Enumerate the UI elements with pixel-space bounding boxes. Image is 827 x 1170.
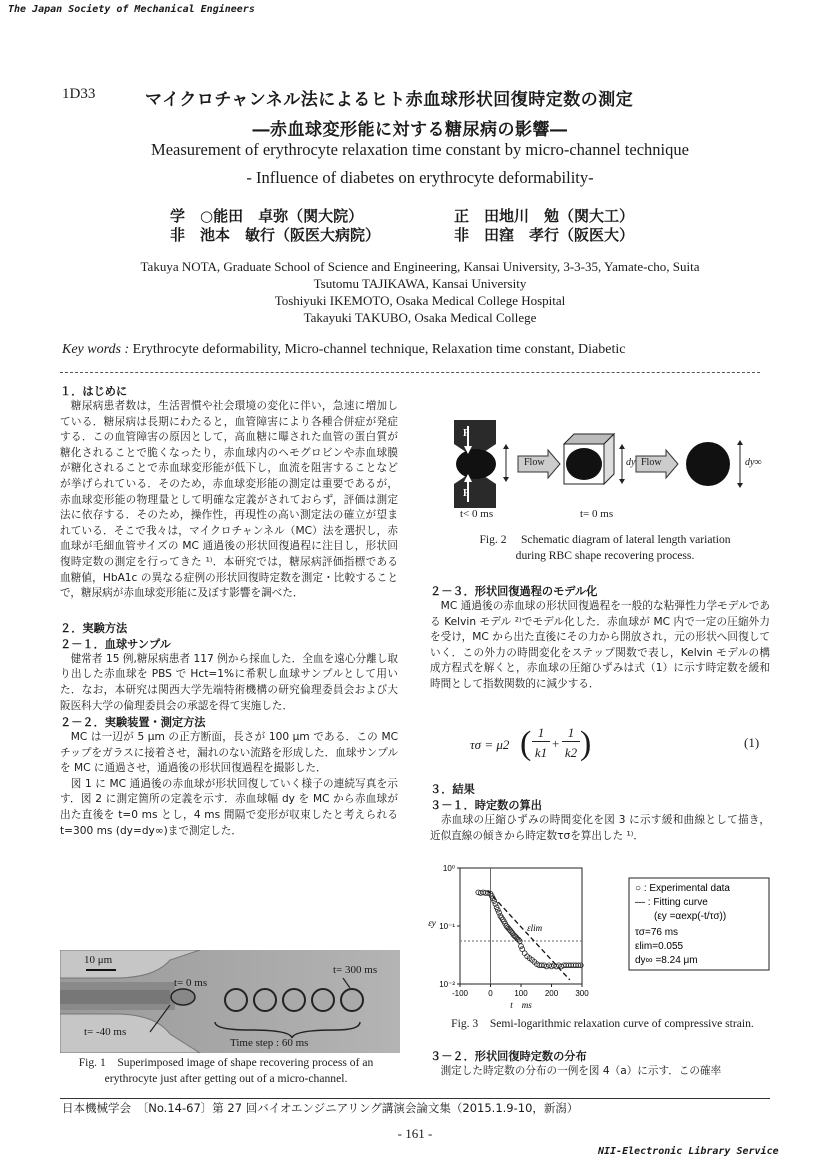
right-column-bottom xyxy=(430,1048,770,1080)
right-column-results xyxy=(430,781,770,844)
keywords-label: Key words : xyxy=(62,342,130,357)
fig2-force-label-bottom: F xyxy=(463,488,470,499)
y-tick-label: 10⁻¹ xyxy=(439,922,455,931)
affiliation-line: Takayuki TAKUBO, Osaka Medical College xyxy=(303,310,537,325)
elim-annotation: εlim xyxy=(527,923,543,934)
legend-entry: ○ : Experimental data xyxy=(635,883,730,894)
service-footer: NII-Electronic Library Service xyxy=(598,1146,779,1157)
section-heading: ３．結果 xyxy=(430,783,475,796)
equation-paren-close: ) xyxy=(580,725,592,762)
fig1-t0-label: t= 0 ms xyxy=(174,977,208,989)
title-en-line1: Measurement of erythrocyte relaxation time constant by micro-channel technique xyxy=(151,140,689,159)
author-role: 学 xyxy=(170,207,186,225)
caption-line: during RBC shape recovering process. xyxy=(515,549,695,562)
section-body: 糖尿病患者数は，生活習慣や社会環境の変化に伴い，急速に増加している．糖尿病は長期にわたると，血管障害により各種合併症が発症する．この血管障害の原因として，高血糖に曝された血管の蛋白質が糖化されることで脆くなったり，赤血球内のヘモグロビンや赤血球膜が糖化されることで赤血球変形能が低下し，血流を阻害することなどが挙げられている．そのため，赤血球変形能の測定は重要であるが，赤血球変形能の物理量として明確な定義がされておらず，評価は測定法に依存する．そのため，操作性，再現性の高い測定法の確立が望まれている．そこで我々は，マイクロチャンネル（MC）法を選択し，赤血球が毛細血管サイズの MC 通過後の形状回復過程に注目し，形状回復時定数の測定を行ってきた ¹⁾．本研究では，糖尿病評価指標である血糖値，HbA1c の異なる症例の形状回復時定数を測定・比較することで，糖尿病が赤血球変形能に及ぼす影響を調べた． xyxy=(60,400,398,600)
fig2-tzero-label: t= 0 ms xyxy=(580,508,614,520)
affiliation-line: Tsutomu TAJIKAWA, Kansai University xyxy=(313,276,527,291)
keywords-text: Erythrocyte deformability, Micro-channel technique, Relaxation time constant, Diabetic xyxy=(132,342,626,357)
author-role: 正 xyxy=(454,207,470,225)
legend-entry: (εy =αexp(-t/τσ)) xyxy=(654,911,727,922)
author-1 xyxy=(170,205,363,226)
section-body: 図 1 に MC 通過後の赤血球が形状回復していく様子の連続写真を示す．図 2 に測定箇所の定義を示す．赤血球幅 dy を MC から赤血球が出た直後を t=0 ms とし，4 ms 間隔で変形が収束したと考えられる t=300 ms (dy=dy∞)まで測定した． xyxy=(60,777,398,837)
x-tick-label: 200 xyxy=(544,989,559,998)
equation-num-2: 1 xyxy=(562,725,580,742)
y-axis-label: εy xyxy=(428,918,436,928)
fig1-step-label: Time step : 60 ms xyxy=(230,1037,309,1049)
equation-paren-open: ( xyxy=(520,725,532,762)
title-jp-line1: マイクロチャンネル法によるヒト赤血球形状回復時定数の測定 xyxy=(145,90,634,110)
title-jp-line2: ―赤血球変形能に対する糖尿病の影響― xyxy=(252,120,568,140)
subsection-heading: ２－１．血球サンプル xyxy=(60,637,171,651)
author-name: 田地川 勉（関大工） xyxy=(484,207,635,225)
x-axis-label: t ms xyxy=(510,1000,532,1010)
subsection-heading: ２－２．実験装置・測定方法 xyxy=(60,716,206,730)
section-body: MC は一辺が 5 μm の正方断面，長さが 100 μm である．この MC チップをガラスに接着させ，漏れのない流路を形成した．血球サンプルを MC に通過させ，通過後の形状回復過程を撮影した． xyxy=(60,731,398,775)
subsection-heading: ３－２．形状回復時定数の分布 xyxy=(430,1050,587,1063)
fig1-tm40-label: t= -40 ms xyxy=(84,1026,127,1038)
fig2-flow-label-2: Flow xyxy=(641,457,662,468)
right-column-top xyxy=(430,583,770,693)
fig2-caption xyxy=(440,532,770,564)
author-name: ○能田 卓弥（関大院） xyxy=(200,207,364,225)
legend-entry: εlim=0.055 xyxy=(635,941,684,952)
section-body: 健常者 15 例,糖尿病患者 117 例から採血した．全血を遠心分離し取り出した赤血球を PBS で Hct=1%に希釈し血球サンプルとして用いた．なお，本研究は関西大学先端特術機構の研究倫理委員会および大阪医科大学の倫理委員会の承認を得て実施した． xyxy=(60,652,398,712)
fig1-micrograph xyxy=(60,950,400,1053)
equation-lhs: τσ = μ2 xyxy=(470,737,510,752)
chart-plot-area xyxy=(428,864,769,1010)
equation-1 xyxy=(470,725,770,769)
equation-num-1: 1 xyxy=(532,725,550,742)
section-heading: １．はじめに xyxy=(60,385,128,398)
equation-number: (1) xyxy=(744,735,760,750)
fig2-schematic xyxy=(440,416,770,526)
fig2-flow-label-1: Flow xyxy=(524,457,545,468)
fig2-dy-label: dy xyxy=(626,457,636,468)
affiliations xyxy=(40,258,800,326)
divider xyxy=(60,372,760,373)
fig3-caption: Fig. 3 Semi-logarithmic relaxation curve of compressive strain. xyxy=(451,1017,754,1030)
x-tick-label: 300 xyxy=(575,989,589,998)
caption-line: erythrocyte just after getting out of a micro-channel. xyxy=(104,1072,348,1085)
x-tick-label: -100 xyxy=(451,989,469,998)
caption-line: Fig. 2 Schematic diagram of lateral length variation xyxy=(479,533,731,546)
fit-curve xyxy=(488,890,570,980)
caption-line: Fig. 1 Superimposed image of shape recovering process of an xyxy=(78,1056,374,1069)
section-body: MC 通過後の赤血球の形状回復過程を一般的な粘弾性力学モデルである Kelvin モデル ²⁾でモデル化した．赤血球が MC 内で一定の圧縮外力を受け，MC から出た直後にその力から開放され，元の形状へ回復していく．この外力の時間変化をステップ関数で表し，Kelvin モデルの構成方程式を解くと，赤血球の圧縮ひずみは式（1）に示す時定数を緩和時間として指数関数的に減少する． xyxy=(430,600,770,690)
author-name: 池本 敏行（阪医大病院） xyxy=(200,226,381,244)
data-point xyxy=(519,944,524,949)
fig3-chart xyxy=(424,858,780,1018)
title-en-line2: - Influence of diabetes on erythrocyte deformability- xyxy=(246,168,594,187)
x-tick-label: 100 xyxy=(514,989,528,998)
fig1-caption xyxy=(46,1055,406,1087)
author-role: 非 xyxy=(170,226,186,244)
fig1-t300-label: t= 300 ms xyxy=(333,964,378,976)
equation-den-2: k2 xyxy=(564,745,578,760)
page-number: - 161 - xyxy=(397,1126,433,1141)
paper-id: 1D33 xyxy=(62,86,96,102)
society-header: The Japan Society of Mechanical Engineers xyxy=(8,4,255,15)
affiliation-line: Toshiyuki IKEMOTO, Osaka Medical College Hospital xyxy=(274,293,566,308)
section-heading: ２．実験方法 xyxy=(60,621,128,635)
keywords xyxy=(62,342,625,358)
section-body: 赤血球の圧縮ひずみの時間変化を図 3 に示す緩和曲線として描き，近似直線の傾きから時定数τσを算出した ¹⁾． xyxy=(430,814,770,842)
section-body: 測定した時定数の分布の一例を図 4（a）に示す．この確率 xyxy=(430,1065,722,1077)
affiliation-line: Takuya NOTA, Graduate School of Science and Engineering, Kansai University, 3-3-35, Yamate-cho, Suita xyxy=(140,259,700,274)
left-column xyxy=(60,383,398,839)
author-name: 田窪 孝行（阪医大） xyxy=(484,226,635,244)
author-role: 非 xyxy=(454,226,470,244)
equation-plus: + xyxy=(552,736,560,751)
footer-rule xyxy=(60,1098,770,1099)
subsection-heading: ３－１．時定数の算出 xyxy=(430,799,542,812)
proceedings-line: 日本機械学会 〔No.14-67〕第 27 回バイオエンジニアリング講演会論文集（2015.1.9-10，新潟） xyxy=(62,1101,579,1115)
author-2 xyxy=(454,205,634,226)
y-tick-label: 10⁰ xyxy=(442,864,455,873)
fig2-force-label-top: F xyxy=(463,428,470,439)
x-tick-label: 0 xyxy=(488,989,493,998)
author-3 xyxy=(170,224,380,245)
fig2-tneg-label: t< 0 ms xyxy=(460,508,494,520)
legend-entry: dy∞ =8.24 μm xyxy=(635,955,698,966)
fig2-dyinf-label: dy∞ xyxy=(745,457,762,468)
legend-entry: τσ=76 ms xyxy=(635,927,679,938)
author-4 xyxy=(454,224,634,245)
equation-den-1: k1 xyxy=(534,745,548,760)
subsection-heading: ２－３．形状回復過程のモデル化 xyxy=(430,585,598,598)
y-tick-label: 10⁻² xyxy=(439,980,455,989)
legend-entry: ― : Fitting curve xyxy=(635,897,708,908)
fig1-scale-label: 10 μm xyxy=(84,954,113,966)
